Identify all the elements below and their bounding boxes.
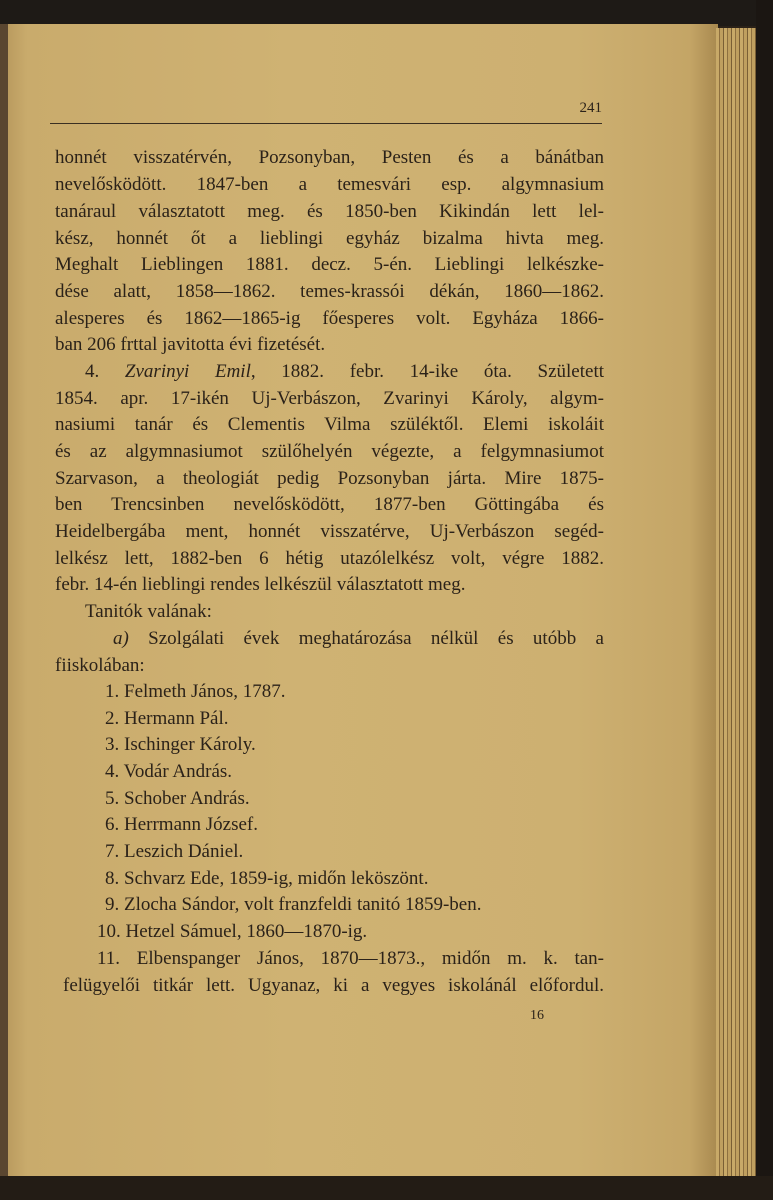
- text-line-content: és az algymnasiumot szülőhelyén végezte, a felgymnasiumot: [55, 441, 604, 462]
- text-line: [105, 866, 605, 892]
- text-line-content: Heidelbergába ment, honnét visszatérve, Uj-Verbászon segéd-: [55, 521, 604, 542]
- text-line: [55, 145, 605, 171]
- text-line-content: nasiumi tanár és Clementis Vilma szüléktől. Elemi iskoláit: [55, 414, 604, 435]
- text-line: [55, 226, 605, 252]
- text-line-content: honnét visszatérvén, Pozsonyban, Pesten és a bánátban: [55, 147, 605, 168]
- text-line: [55, 519, 605, 545]
- text-line: [105, 759, 605, 785]
- text-line-content: nevelősködött. 1847-ben a temesvári esp. algymnasium: [55, 174, 604, 195]
- text-line: [55, 199, 605, 225]
- text-line-content: [113, 626, 604, 652]
- text-line-content: febr. 14-én lieblingi rendes lelkészül választatott meg.: [55, 574, 466, 595]
- text-line-content: 11. Elbenspanger János, 1870—1873., midőn m. k. tan-: [97, 948, 604, 969]
- text-line: [55, 252, 605, 278]
- text-line-content: 7. Leszich Dániel.: [105, 841, 244, 862]
- text-line: [97, 946, 605, 972]
- signature-mark: 16: [530, 1008, 544, 1023]
- text-line-content: 6. Herrmann József.: [105, 814, 259, 835]
- text-segment: Szolgálati évek meghatározása nélkül és utóbb a: [128, 628, 604, 649]
- text-line-content: 4. Vodár András.: [105, 761, 233, 782]
- text-line-content: 5. Schober András.: [105, 788, 250, 809]
- text-line-content: 1854. apr. 17-ikén Uj-Verbászon, Zvarinyi Károly, algym-: [55, 388, 604, 409]
- text-line-content: 9. Zlocha Sándor, volt franzfeldi tanitó 1859-ben.: [105, 894, 482, 915]
- italic-text: a): [113, 628, 129, 649]
- text-line: [85, 359, 605, 385]
- scan-bottom-border: [0, 1176, 773, 1200]
- text-line: [97, 919, 605, 945]
- text-line: [55, 492, 605, 518]
- text-line: [55, 386, 605, 412]
- text-line: [55, 653, 605, 679]
- text-line-content: fiiskolában:: [55, 655, 145, 676]
- text-line-content: lelkész lett, 1882-ben 6 hétig utazólelkész volt, végre 1882.: [55, 548, 605, 569]
- text-line: [55, 412, 605, 438]
- text-line: [105, 679, 605, 705]
- page-edge-leaves: [716, 28, 758, 1178]
- text-line-content: 10. Hetzel Sámuel, 1860—1870-ig.: [97, 921, 368, 942]
- text-line-content: Szarvason, a theologiát pedig Pozsonyban járta. Mire 1875-: [55, 468, 604, 489]
- text-segment: 4.: [85, 361, 125, 382]
- text-line-content: ben Trencsinben nevelősködött, 1877-ben Göttingába és: [55, 494, 604, 515]
- text-line: [55, 332, 605, 358]
- text-line: [63, 973, 605, 999]
- text-line-content: 1. Felmeth János, 1787.: [105, 681, 286, 702]
- text-line-content: alesperes és 1862—1865-ig főesperes volt. Egyháza 1866-: [55, 308, 604, 329]
- text-line-content: kész, honnét őt a lieblingi egyház bizalma hivta meg.: [55, 228, 604, 249]
- text-line: [113, 626, 605, 652]
- text-line-content: ban 206 frttal javitotta évi fizetését.: [55, 334, 326, 355]
- text-line-content: dése alatt, 1858—1862. temes-krassói dékán, 1860—1862.: [55, 281, 604, 302]
- text-line: [105, 812, 605, 838]
- text-line: [55, 466, 605, 492]
- text-line: [55, 279, 605, 305]
- text-line: [105, 706, 605, 732]
- text-line: [55, 439, 605, 465]
- text-line: [55, 306, 605, 332]
- text-segment: , 1882. febr. 14-ike óta. Született: [250, 361, 604, 382]
- page-left-edge: [0, 24, 8, 1176]
- text-line-content: 8. Schvarz Ede, 1859-ig, midőn leköszönt.: [105, 868, 429, 889]
- scan-top-border: [0, 0, 773, 26]
- text-line-content: [85, 359, 604, 385]
- text-line: [85, 599, 605, 625]
- page-number: 241: [579, 100, 602, 116]
- scan-right-border: [756, 0, 773, 1200]
- text-line-content: tanáraul választatott meg. és 1850-ben Kikindán lett lel-: [55, 201, 604, 222]
- text-line: [105, 892, 605, 918]
- text-line: [55, 172, 605, 198]
- header-rule: [50, 123, 602, 124]
- text-line-content: felügyelői titkár lett. Ugyanaz, ki a vegyes iskolánál előfordul.: [63, 975, 604, 996]
- text-line: [55, 546, 605, 572]
- text-line-content: Meghalt Lieblingen 1881. decz. 5-én. Lieblingi lelkészke-: [55, 254, 604, 275]
- text-line: [105, 839, 605, 865]
- italic-text: Zvarinyi Emil: [124, 361, 251, 382]
- text-line: [55, 572, 605, 598]
- text-line: [105, 786, 605, 812]
- text-line: [105, 732, 605, 758]
- text-line-content: Tanitók valának:: [85, 601, 212, 622]
- text-line-content: 2. Hermann Pál.: [105, 708, 229, 729]
- text-line-content: 3. Ischinger Károly.: [105, 734, 256, 755]
